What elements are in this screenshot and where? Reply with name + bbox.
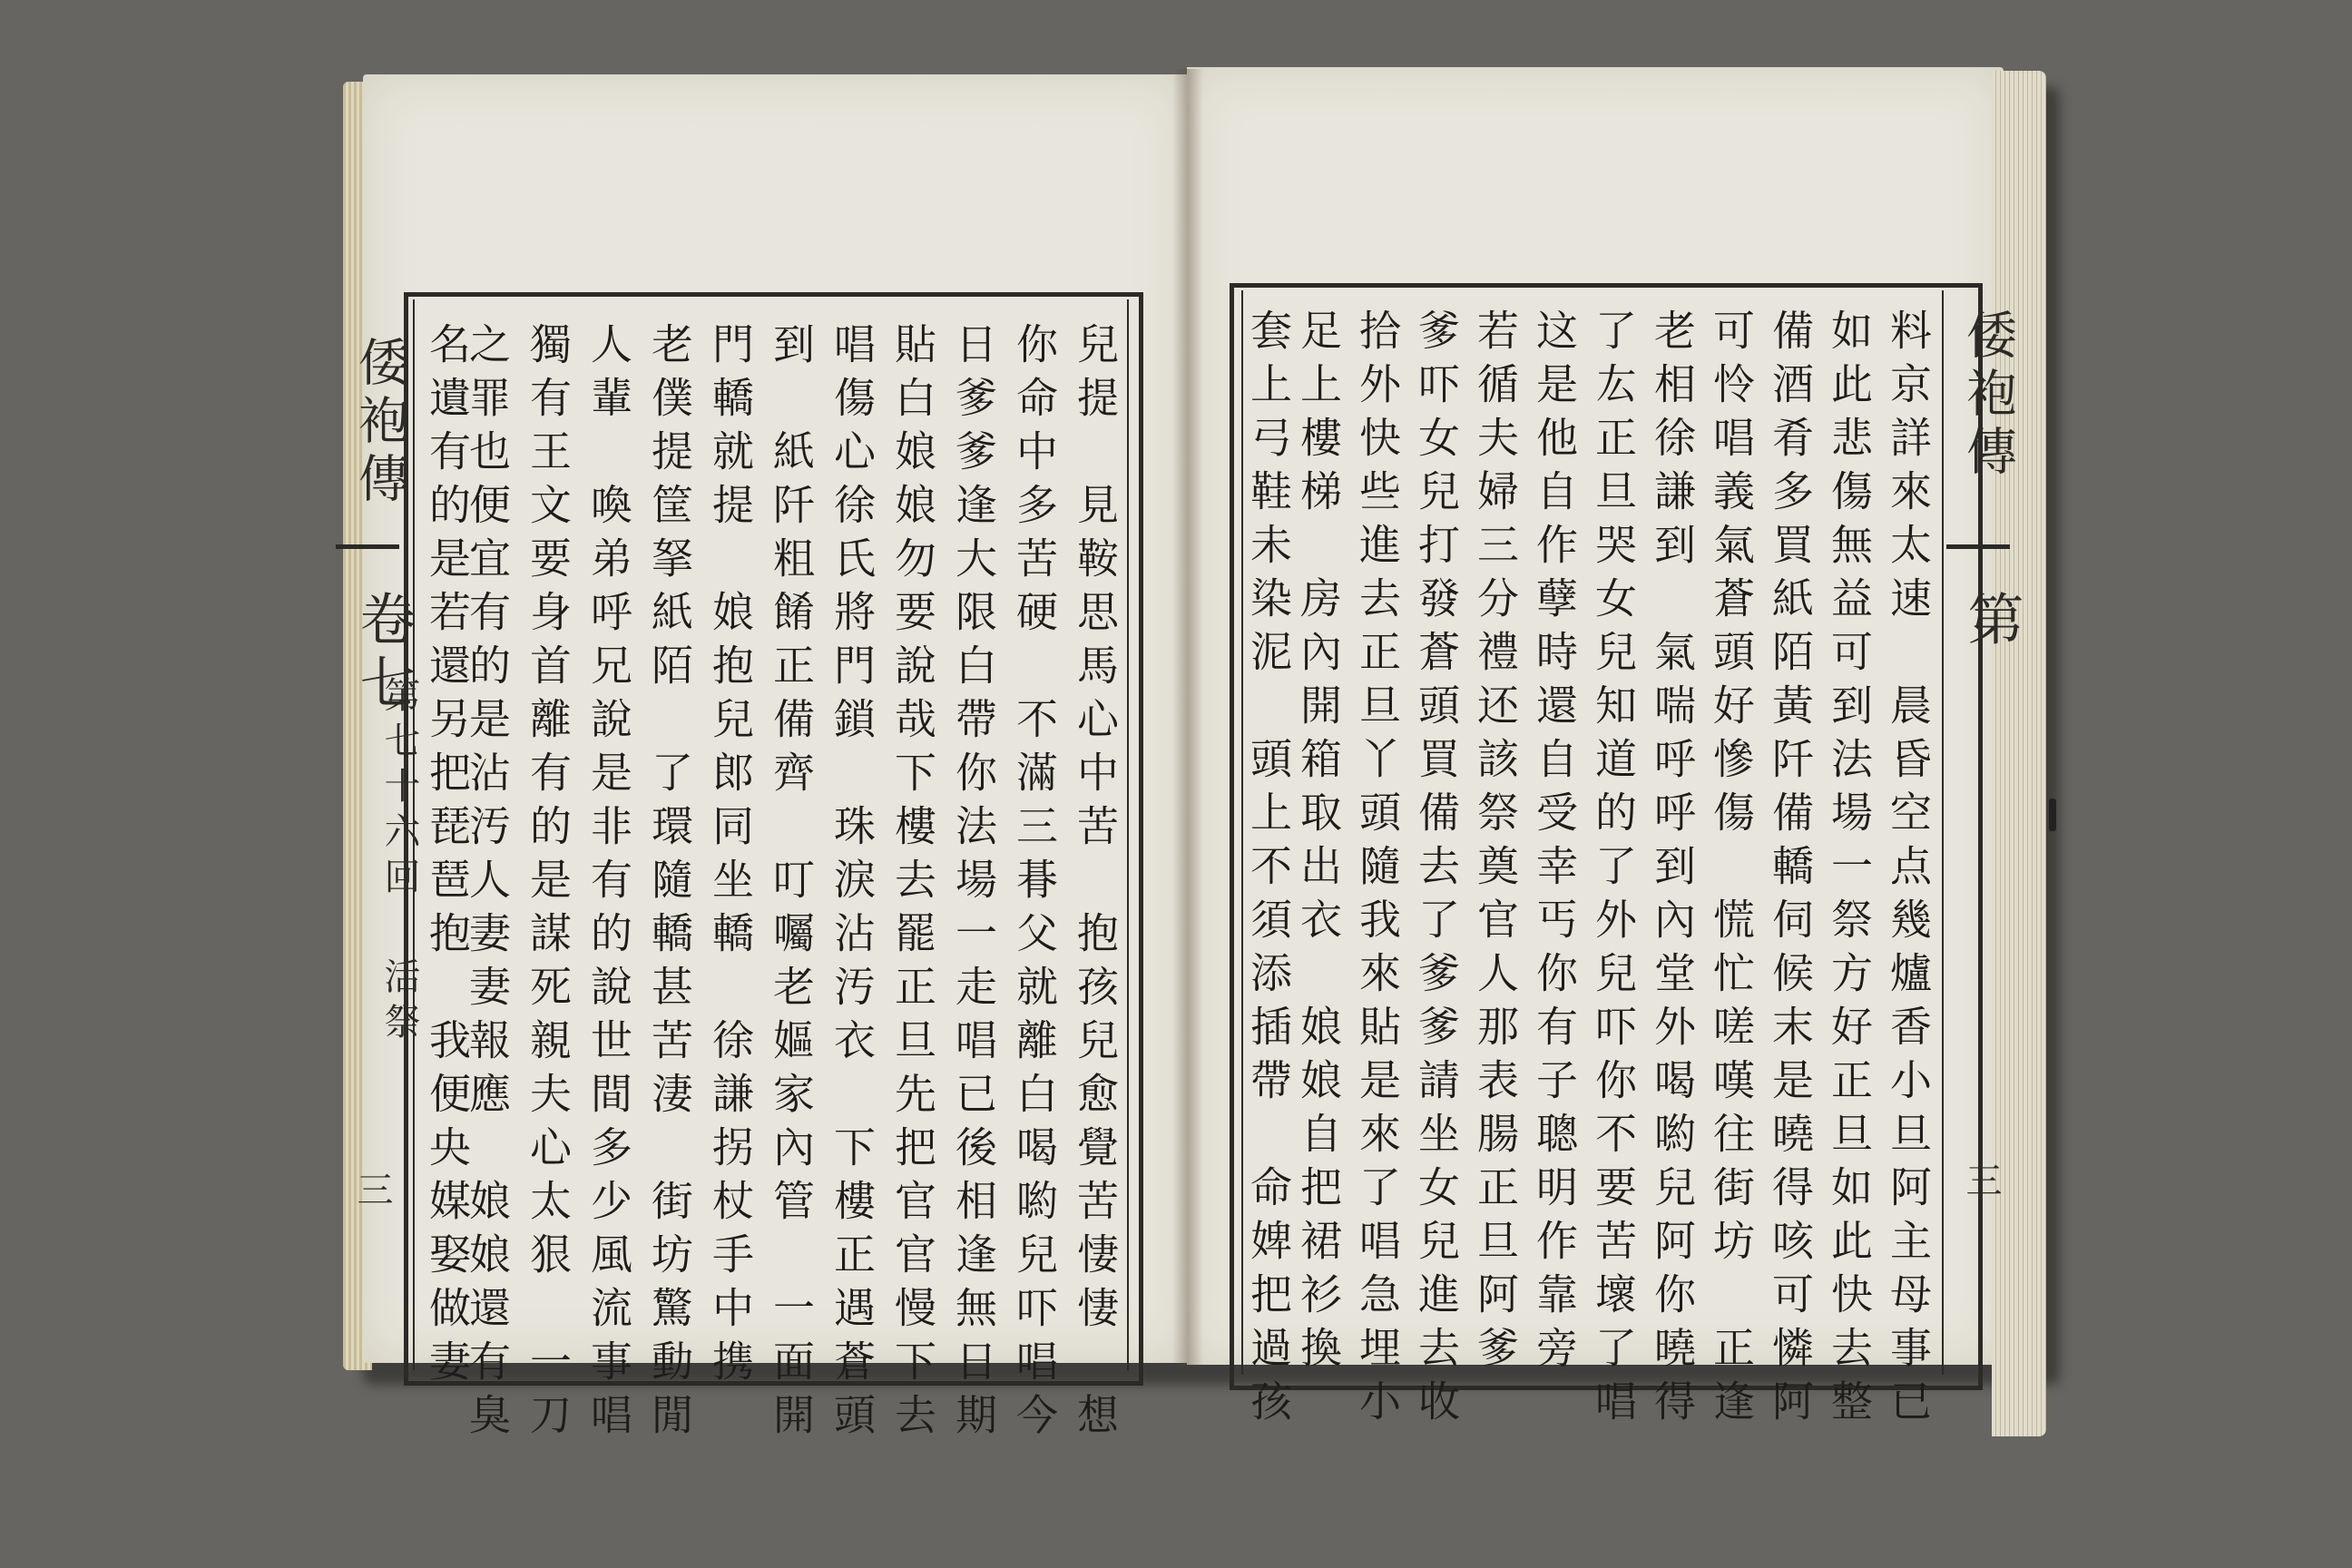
left-text-column: 兒提 見鞍思馬心中苦 抱孩兒愈覺苦悽悽 想: [1071, 322, 1120, 1446]
right-text-column: 拾外快些進去正旦丫頭隨我來貼是來了唱急埋小: [1353, 309, 1402, 1433]
left-folio-number: 三: [351, 1171, 393, 1207]
right-text-column: 了厷正旦哭女兒知道的了外兒吓你不要苦壞了唱: [1589, 309, 1638, 1433]
right-section-mark: 第: [1958, 590, 2024, 653]
right-frame-inner-rule: [1241, 290, 1243, 1375]
right-text-column: 料京詳來太速 晨昏空点幾爐香小旦阿主母事已: [1884, 309, 1933, 1433]
left-text-column: 老僕提筐拏紙陌 了環隨轎甚苦淒 街坊驚動閒: [645, 322, 694, 1446]
left-fishtail-mark: [336, 544, 399, 585]
left-text-column: 日爹爹逢大限白帶你法場一走唱已後相逢無日期: [949, 322, 998, 1446]
left-text-column: 唱傷心徐氏將門鎖 珠淚沾汚衣 下樓正遇蒼頭: [828, 322, 877, 1446]
binding-thread: [2049, 799, 2056, 831]
left-text-column: 之罪也便宜有的是沾汚人妻妻報應 娘娘還有臭: [463, 322, 512, 1446]
right-text-column: 爹吓女兒打發蒼頭買備去了爹爹請坐女兒進去收: [1412, 309, 1461, 1433]
left-chapter-label: 第七十六回: [378, 676, 420, 903]
right-text-column: 足上樓梯 房內開箱取出衣 娘娘自把裙衫換: [1294, 309, 1343, 1379]
left-frame-inner-rule: [1127, 299, 1129, 1370]
right-text-column: 可怜唱義氣蒼頭好慘傷 慌忙嗟嘆往街坊 正逢: [1707, 309, 1756, 1433]
left-text-column: 到 紙阡粗餚正備齊 叮囑老嫗家內管 一面開: [767, 322, 816, 1446]
left-section-mark: 卷七: [350, 590, 416, 717]
right-text-column: 套上弓鞋未染泥 頭上不須添插帶 命婢把過孩: [1244, 309, 1293, 1433]
right-frame-margin-rule: [1942, 290, 1944, 1375]
left-text-column: 貼白娘娘勿要說哉下樓去罷正旦先把官官慢下去: [888, 322, 937, 1446]
left-text-column: 門轎就提 娘抱兒郎同坐轎 徐謙拐杖手中携: [706, 322, 755, 1393]
left-banxin-title: 倭袍傳: [350, 336, 409, 510]
right-text-column: 備酒肴多買紙陌黃阡備轎伺候末是曉得咳可憐阿: [1766, 309, 1815, 1433]
right-banxin-title: 倭袍傳: [1958, 309, 2017, 483]
left-text-column: 你命中多苦硬 不滿三朞父就離白喝喲兒吓唱今: [1010, 322, 1059, 1446]
left-chapter-title: 活祭: [378, 957, 420, 1048]
left-text-column: 人輩 喚弟呼兄說是非有的說世間多少風流事唱: [584, 322, 633, 1446]
right-text-column: 若循夫婦三分禮还該祭奠官人那表腸正旦阿爹: [1471, 309, 1520, 1379]
right-page-edges: [1992, 71, 2046, 1436]
right-text-column: 如此悲傷無益可到法場一祭方好正旦如此快去整: [1825, 309, 1874, 1433]
right-text-column: 老相徐謙到 氣喘呼呼到內堂外喝喲兒阿你曉得: [1648, 309, 1697, 1433]
right-folio-number: 三: [1960, 1161, 2002, 1198]
book-gutter: [1172, 69, 1203, 1367]
left-text-column: 名遺有的是若還另把琵琶抱 我便央媒娶做妻: [423, 322, 472, 1393]
right-fishtail-mark: [1946, 544, 2010, 585]
right-text-column: 这是他自作孽時還自受幸丐你有子聰明作靠旁: [1530, 309, 1579, 1379]
left-text-column: 獨有王文要身首離有的是謀死親夫心太狠 一刀: [524, 322, 573, 1446]
